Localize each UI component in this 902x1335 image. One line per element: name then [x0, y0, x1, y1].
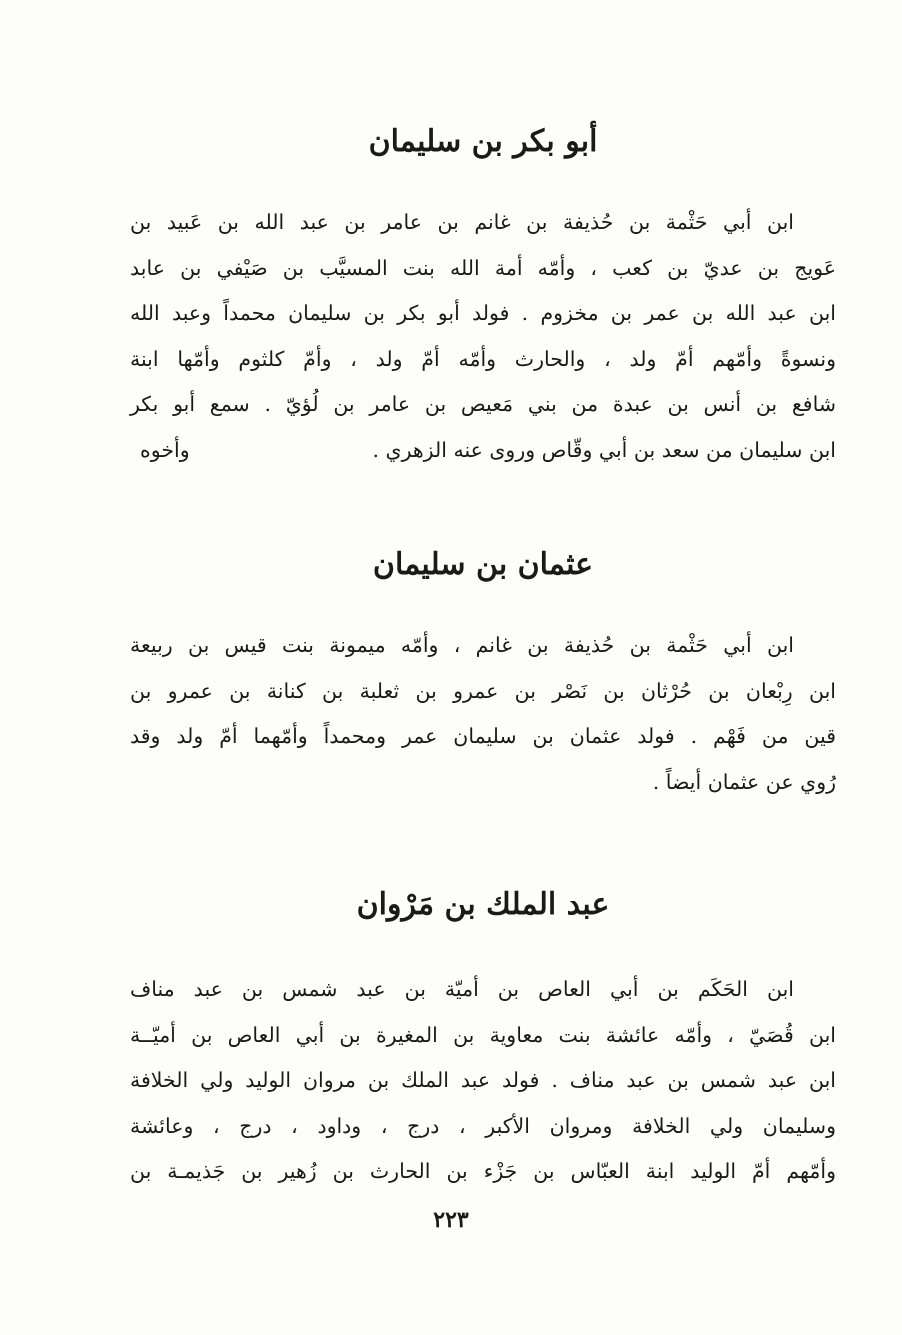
section-paragraph — [130, 623, 836, 805]
text-line: ابن أبي حَثْمة بن حُذيفة بن غانم ، وأمّه ميمونة بنت قيس بن ربيعة — [130, 633, 794, 657]
section-paragraph — [130, 200, 836, 473]
text-line: ونسوةً وأمّهم أمّ ولد ، والحارث وأمّه أمّ ولد ، وأمّ كلثوم وأمّها ابنة — [130, 346, 836, 371]
trailing-word: وأخوه — [140, 437, 190, 462]
text-line: شافع بن أنس بن عبدة من بني مَعيص بن عامر بن لُؤيّ . سمع أبو بكر — [130, 392, 836, 416]
text-line: وسليمان ولي الخلافة ومروان الأكبر ، درج ، وداود ، درج ، وعائشة — [130, 1113, 836, 1138]
text-line: قين من فَهْم . فولد عثمان بن سليمان عمر ومحمداً وأمّهما أمّ ولد وقد — [130, 724, 836, 748]
text-line: ابن رِبْعان بن حُرْثان بن نَصْر بن عمرو بن ثعلبة بن كنانة بن عمرو بن — [130, 678, 836, 703]
section-title: أبو بكر بن سليمان — [368, 124, 598, 159]
text-line: ابن قُصَيّ ، وأمّه عائشة بنت معاوية بن المغيرة بن أبي العاص بن أميّــة — [130, 1022, 836, 1047]
section-uthman — [130, 545, 836, 805]
text-line-with-trailing — [130, 428, 836, 474]
text-line: عَويج بن عديّ بن كعب ، وأمّه أمة الله بنت المسيَّب بن صَيْفي بن عابد — [130, 255, 836, 280]
text-line: رُوي عن عثمان أيضاً . — [652, 769, 836, 794]
section-paragraph — [130, 967, 836, 1195]
section-title: عثمان بن سليمان — [372, 547, 594, 582]
text-line: ابن الحَكَم بن أبي العاص بن أميّة بن عبد شمس بن عبد مناف — [130, 977, 794, 1001]
text-line: ابن سليمان من سعد بن أبي وقّاص وروى عنه الزهري . — [372, 437, 836, 462]
text-line: وأمّهم أمّ الوليد ابنة العبّاس بن جَزْء بن الحارث بن زُهير بن جَذيمـة بن — [130, 1159, 836, 1183]
section-abu-bakr — [130, 122, 836, 473]
text-line: ابن أبي حَثْمة بن حُذيفة بن غانم بن عامر بن عبد الله بن عَبيد بن — [130, 210, 794, 234]
text-line: ابن عبد الله بن عمر بن مخزوم . فولد أبو بكر بن سليمان محمداً وعبد الله — [130, 301, 836, 325]
section-abd-al-malik — [130, 885, 836, 1195]
section-title: عبد الملك بن مَرْوان — [356, 887, 610, 922]
text-line: ابن عبد شمس بن عبد مناف . فولد عبد الملك بن مروان الوليد ولي الخلافة — [130, 1068, 836, 1092]
page-number: ٢٢٣ — [433, 1207, 469, 1233]
